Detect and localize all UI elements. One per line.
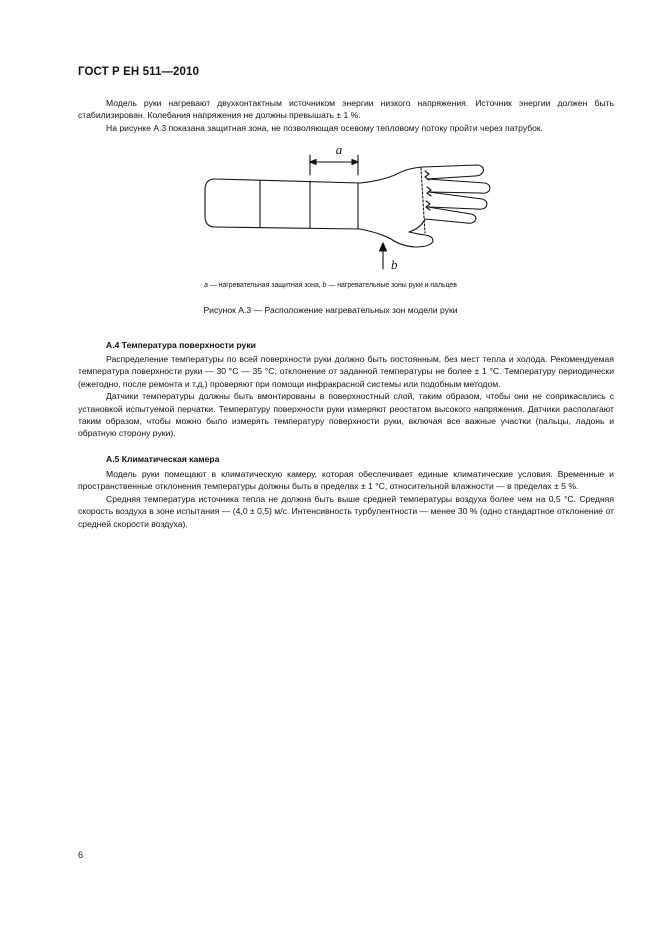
page-number: 6 [78, 850, 84, 860]
finger-1 [423, 165, 483, 179]
label-b: b [391, 257, 398, 272]
finger-4 [425, 207, 476, 223]
section-a5-body [78, 468, 614, 530]
label-a: a [335, 142, 343, 157]
section-a5-paragraph-2: Средняя температура источника тепла не должна быть выше средней температуры воздуха более чем на 0,5 °С. Средняя скорость воздуха в зоне испытания — (4,0 ± 0,5) м/с. Интенсивность турбулентности — менее 30 % (одно стандартное отклонение от средней скорости воздуха). [78, 493, 614, 529]
dim-arrow-left [310, 160, 316, 165]
hand-upper-outline [360, 167, 423, 183]
section-a4-body [78, 353, 614, 440]
finger-3 [428, 192, 487, 209]
knuckle-zigzag-3 [426, 201, 430, 210]
intro-paragraph-2: На рисунке А.3 показана защитная зона, не позволяющая осевому тепловому потоку пройти через патрубок. [106, 122, 544, 133]
legend-b-symbol: b [322, 282, 327, 289]
section-a4-paragraph-2: Датчики температуры должны быть вмонтированы в поверхностный слой, таким образом, чтобы они не соприкасались с установкой испытуемой перчатки. Температуру поверхности руки измеряют реостатом высокого напряжения. Датчики располагают таким образом, чтобы можно было измерять температуру поверхности руки, включая все важные участки (пальцы, ладонь и обратную сторону руки). [78, 391, 614, 439]
hand-model-drawing [195, 135, 495, 280]
hand-model-figure [195, 135, 495, 280]
finger-2 [427, 179, 490, 193]
figure-caption: Рисунок А.3 — Расположение нагревательных зон модели руки [203, 305, 458, 315]
intro-section [78, 97, 614, 134]
forearm-outline [205, 179, 360, 229]
forearm-top-edge [215, 179, 360, 183]
figure-legend [0, 282, 661, 289]
arrow-b-head [380, 243, 387, 251]
thumb [360, 219, 433, 247]
dim-arrow-right [352, 160, 358, 165]
legend-a-symbol: a [204, 282, 208, 289]
section-a5-title: А.5 Климатическая камера [106, 454, 220, 464]
section-a5-paragraph-1: Модель руки помещают в климатическую камеру, которая обеспечивает единые климатические условия. Временные и пространственные отклонения температуры должны быть в пределах ± 1 °С, относительной влажности — в пределах ± 5 %. [78, 469, 614, 492]
intro-paragraph-1: Модель руки нагревают двухконтактным источником энергии низкого напряжения. Источник энергии должен быть стабилизирован. Колебания напряжения не должны превышать ± 1 %. [78, 98, 614, 121]
document-header: ГОСТ Р ЕН 511—2010 [78, 66, 200, 78]
section-a4-title: А.4 Температура поверхности руки [106, 340, 256, 350]
legend-b-text: — нагревательные зоны руки и пальцев [326, 282, 457, 289]
section-a4-paragraph-1: Распределение температуры по всей поверхности руки должно быть постоянным, без мест тепла и холода. Рекомендуемая температура поверхности руки — 30 °С — 35 °С, отклонение от заданной температуры не более ± 1 °С. Температуру периодически (ежегодно, после ремонта и т.д.) проверяют при помощи инфракрасной системы или подобным методом. [78, 354, 614, 389]
legend-a-text: — нагревательная защитная зона, [207, 282, 323, 289]
